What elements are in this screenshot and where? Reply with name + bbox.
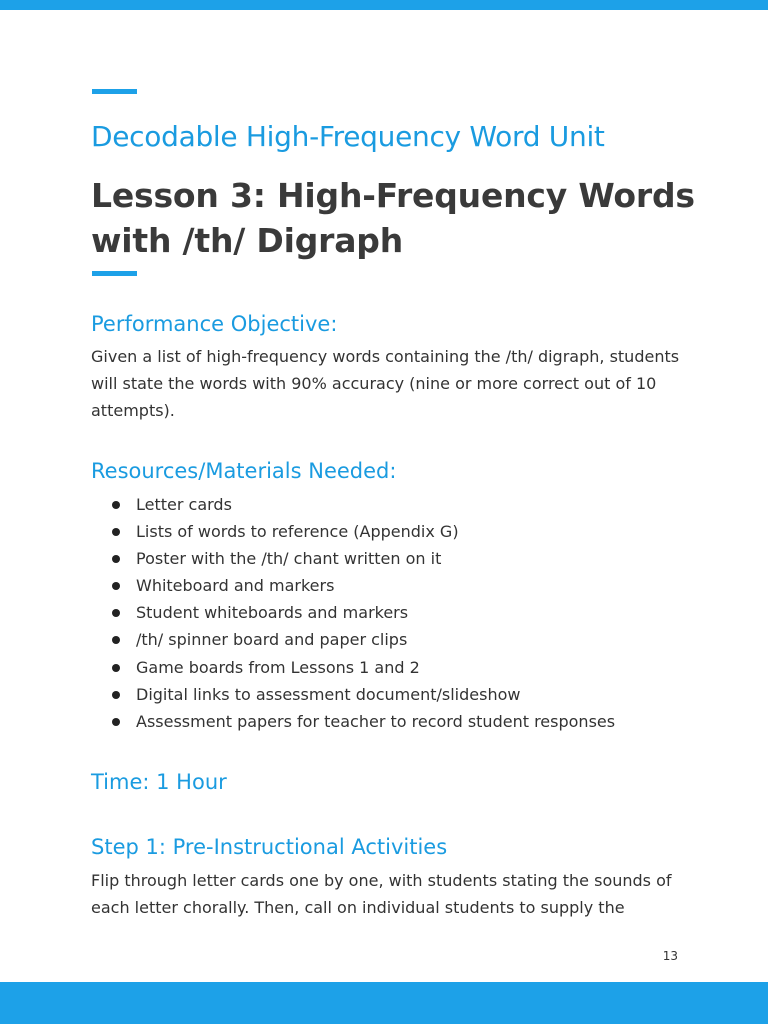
resources-list bbox=[108, 491, 615, 735]
step1-heading: Step 1: Pre-Instructional Activities bbox=[91, 835, 448, 859]
bullet-icon bbox=[112, 528, 120, 536]
list-item bbox=[108, 654, 615, 681]
list-item-text: Poster with the /th/ chant written on it bbox=[136, 549, 442, 569]
bullet-icon bbox=[112, 636, 120, 644]
step1-text: Flip through letter cards one by one, with students stating the sounds of each letter chorally. Then, call on individual students to supply the bbox=[91, 871, 672, 917]
section-accent-rule bbox=[92, 271, 137, 276]
lesson-title: Lesson 3: High-Frequency Words with /th/ Digraph bbox=[91, 176, 695, 260]
list-item bbox=[108, 708, 615, 735]
bullet-icon bbox=[112, 664, 120, 672]
list-item-text: Digital links to assessment document/slideshow bbox=[136, 684, 521, 704]
list-item-text: Letter cards bbox=[136, 495, 232, 514]
bullet-icon bbox=[112, 555, 120, 563]
bottom-accent-bar bbox=[0, 982, 768, 1024]
list-item-text: Game boards from Lessons 1 and 2 bbox=[136, 657, 420, 677]
objective-heading: Performance Objective: bbox=[91, 312, 338, 336]
bullet-icon bbox=[112, 501, 120, 509]
list-item-text: /th/ spinner board and paper clips bbox=[136, 630, 408, 650]
unit-title: Decodable High-Frequency Word Unit bbox=[91, 120, 605, 153]
resources-heading: Resources/Materials Needed: bbox=[91, 459, 397, 483]
time-heading: Time: 1 Hour bbox=[91, 770, 227, 794]
list-item bbox=[108, 599, 615, 626]
list-item-text: Student whiteboards and markers bbox=[136, 603, 409, 623]
top-accent-bar bbox=[0, 0, 768, 10]
title-accent-rule bbox=[92, 89, 137, 94]
list-item-text: Whiteboard and markers bbox=[136, 576, 335, 596]
bullet-icon bbox=[112, 582, 120, 590]
list-item bbox=[108, 626, 615, 653]
list-item bbox=[108, 491, 615, 518]
page-number: 13 bbox=[662, 949, 678, 963]
list-item-text: Lists of words to reference (Appendix G) bbox=[136, 522, 459, 542]
objective-text: Given a list of high-frequency words containing the /th/ digraph, students will state the words with 90% accuracy (nine or more correct out of 10 attempts). bbox=[91, 347, 680, 420]
list-item bbox=[108, 518, 615, 545]
list-item bbox=[108, 572, 615, 599]
bullet-icon bbox=[112, 691, 120, 699]
list-item bbox=[108, 545, 615, 572]
bullet-icon bbox=[112, 718, 120, 726]
list-item bbox=[108, 681, 615, 708]
bullet-icon bbox=[112, 609, 120, 617]
list-item-text: Assessment papers for teacher to record student responses bbox=[136, 711, 616, 731]
